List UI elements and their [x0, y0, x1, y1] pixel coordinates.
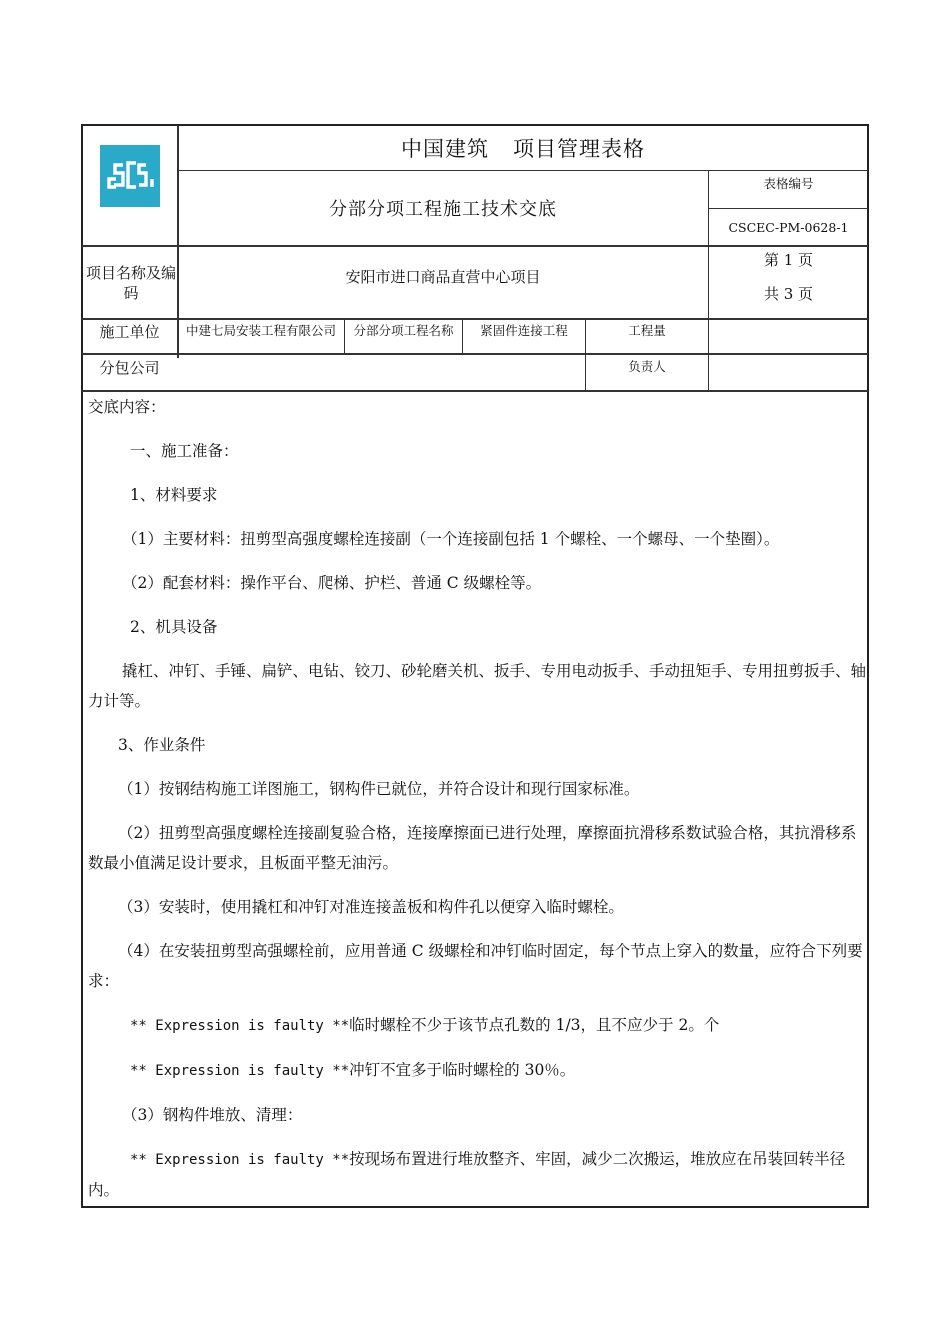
briefing-content [88, 392, 866, 1205]
person-label: 负责人 [628, 359, 666, 374]
subcontractor-label: 分包公司 [99, 358, 160, 377]
project-name: 安阳市进口商品直营中心项目 [345, 267, 541, 286]
subproject-name: 紧固件连接工程 [480, 323, 568, 338]
section-materials: 1、材料要求 [130, 486, 218, 504]
section-storage: （3）钢构件堆放、清理： [122, 1106, 303, 1124]
expression-error: ** Expression is faulty ** [130, 1018, 350, 1034]
form-no-label: 表格编号 [763, 176, 814, 191]
project-name-label: 项目名称及编码 [86, 264, 177, 302]
para-main-materials: （1）主要材料：扭剪型高强度螺栓连接副（一个连接副包括 1 个螺栓、一个螺母、一个垫圈）。 [122, 530, 780, 548]
para-condition-3: （3）安装时，使用撬杠和冲钉对准连接盖板和构件孔以便穿入临时螺栓。 [118, 898, 624, 916]
quantity-label: 工程量 [628, 323, 666, 338]
para-condition-4: （4）在安装扭剪型高强螺栓前，应用普通 C 级螺栓和冲钉临时固定，每个节点上穿入的数量，应符合下列要求： [88, 942, 863, 990]
section-preparation: 一、施工准备： [130, 442, 239, 460]
form-no: CSCEC-PM-0628-1 [728, 219, 849, 235]
quantity-value [709, 320, 868, 340]
cscec-logo [100, 145, 160, 207]
para-storage [88, 1144, 866, 1205]
form-title [178, 125, 868, 170]
section-conditions: 3、作业条件 [118, 736, 206, 754]
expression-error: ** Expression is faulty ** [130, 1063, 350, 1079]
title-form: 项目管理表格 [513, 136, 645, 161]
temp-bolts-text: 临时螺栓不少于该节点孔数的 1/3，且不应少于 2。个 [349, 1016, 720, 1034]
para-temp-bolts [88, 1010, 866, 1041]
construction-unit: 中建七局安装工程有限公司 [185, 323, 336, 338]
para-aux-materials: （2）配套材料：操作平台、爬梯、护栏、普通 C 级螺栓等。 [122, 574, 542, 592]
storage-text: 按现场布置进行堆放整齐、牢固，减少二次搬运，堆放应在吊装回转半径内。 [88, 1150, 846, 1199]
page-current: 第 1 页 [763, 250, 814, 269]
person-value [709, 356, 868, 376]
para-condition-1: （1）按钢结构施工详图施工，钢构件已就位，并符合设计和现行国家标准。 [118, 780, 640, 798]
form-subtitle: 分部分项工程施工技术交底 [329, 199, 557, 220]
cscec-logo-mark [100, 145, 160, 207]
drift-pins-text: 冲钉不宜多于临时螺栓的 30％。 [349, 1061, 576, 1079]
construction-unit-label: 施工单位 [99, 322, 160, 341]
section-tools: 2、机具设备 [130, 618, 218, 636]
para-condition-2: （2）扭剪型高强度螺栓连接副复验合格，连接摩擦面已进行处理，摩擦面抗滑移系数试验合格，其抗滑移系数最小值满足设计要求，且板面平整无油污。 [88, 824, 857, 872]
unit-bottom-rule [82, 353, 868, 355]
subproject-label: 分部分项工程名称 [353, 323, 454, 338]
content-heading: 交底内容： [88, 398, 166, 416]
para-tools: 撬杠、冲钉、手锤、扁铲、电钻、铰刀、砂轮磨关机、扳手、专用电动扳手、手动扭矩手、专用扭剪扳手、轴力计等。 [88, 662, 867, 710]
para-drift-pins [88, 1055, 866, 1086]
title-company: 中国建筑 [401, 136, 489, 161]
subcontractor-value [178, 356, 585, 378]
page-total: 共 3 页 [763, 284, 814, 303]
expression-error: ** Expression is faulty ** [130, 1152, 350, 1168]
